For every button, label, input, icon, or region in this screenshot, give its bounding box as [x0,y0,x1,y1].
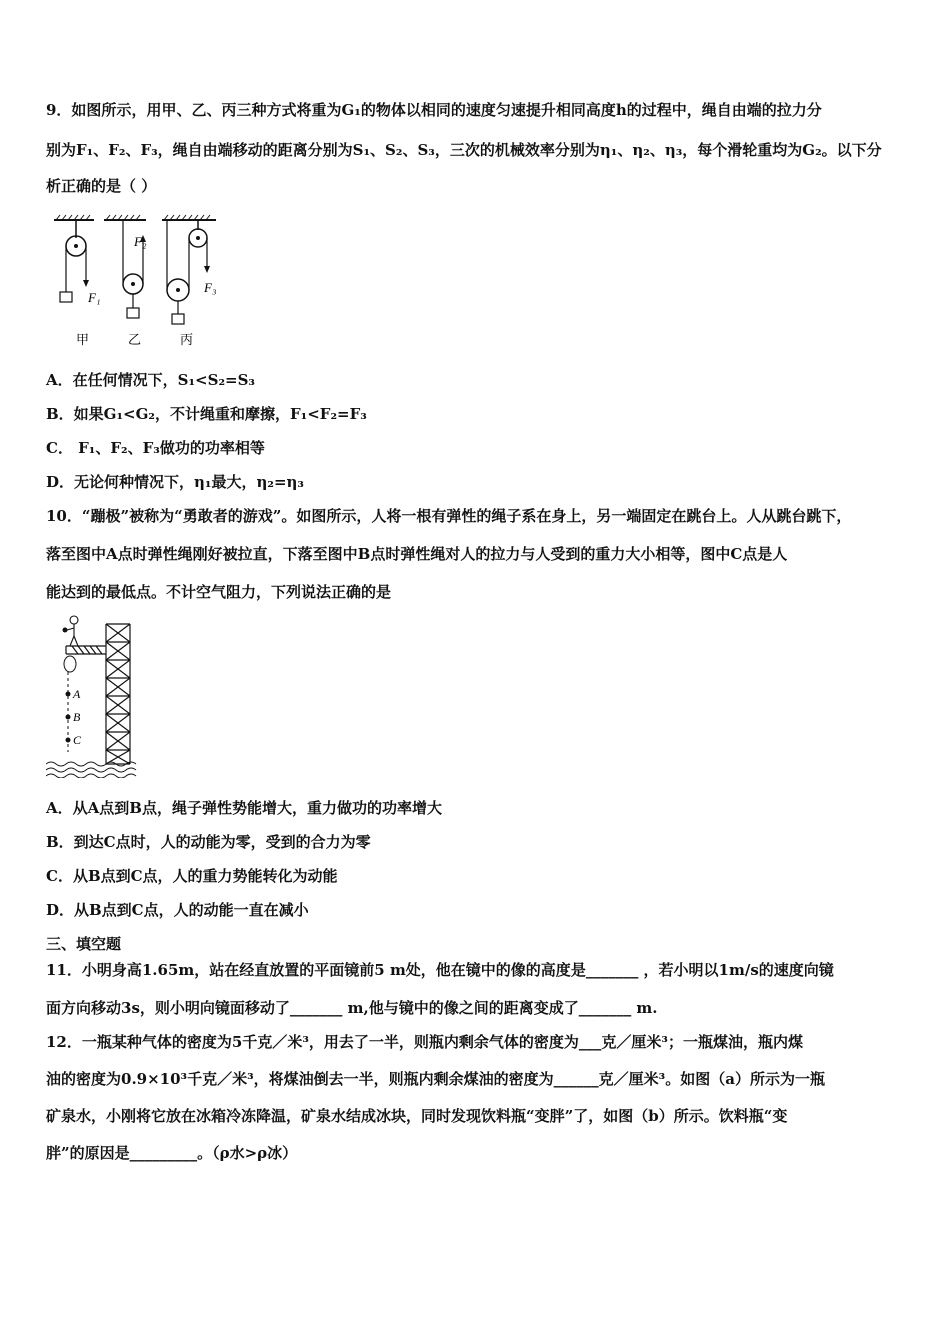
q10-option-a: A．从A点到B点，绳子弹性势能增大，重力做功的功率增大 [46,799,442,817]
q11-line-2: 面方向移动3s，则小明向镜面移动了_______ m,他与镜中的像之间的距离变成了_______ m. [46,999,658,1017]
q10-line-3: 能达到的最低点。不计空气阻力，下列说法正确的是 [46,583,392,601]
q10-option-b: B．到达C点时，人的动能为零，受到的合力为零 [46,833,371,851]
label-b: B [73,710,81,724]
label-f1: F₁ [88,290,101,305]
q12-line-3: 矿泉水，小刚将它放在冰箱冷冻降温，矿泉水结成冰块，同时发现饮料瓶“变胖”了，如图（b）所示。饮料瓶“变 [46,1107,788,1125]
pulley-yi [104,215,146,318]
q10-line-2: 落至图中A点时弹性绳刚好被拉直，下落至图中B点时弹性绳对人的拉力与人受到的重力大小相等，图中C点是人 [46,545,788,563]
q9-line-2: 别为F₁、F₂、F₃，绳自由端移动的距离分别为S₁、S₂、S₃，三次的机械效率分别为η₁、η₂、η₃，每个滑轮重均为G₂。以下分 [46,141,882,159]
pulley-figure [46,212,236,352]
jumper [67,616,78,646]
label-jia: 甲 [76,333,90,348]
q10-option-d: D．从B点到C点，人的动能一直在减小 [46,901,309,919]
bungee-diagram [46,612,138,778]
pulley-diagram [46,212,236,352]
q10-option-c: C．从B点到C点，人的重力势能转化为动能 [46,867,338,885]
label-f3: F₃ [204,280,217,295]
label-a: A [73,687,81,701]
q9-option-d: D．无论何种情况下，η₁最大，η₂=η₃ [46,473,305,491]
q9-line-1: 9．如图所示，用甲、乙、丙三种方式将重为G₁的物体以相同的速度匀速提升相同高度h的过程中，绳自由端的拉力分 [46,101,822,119]
q12-line-4: 胖”的原因是_________。（ρ水>ρ冰） [46,1144,298,1162]
label-bing: 丙 [180,333,194,348]
q12-line-2: 油的密度为0.9×10³千克／米³，将煤油倒去一半，则瓶内剩余煤油的密度为______克／厘米³。如图（a）所示为一瓶 [46,1070,825,1088]
point-c [66,738,71,743]
q9-option-b: B．如果G₁<G₂，不计绳重和摩擦，F₁<F₂=F₃ [46,405,367,423]
person-hand [63,628,68,633]
label-yi: 乙 [128,333,142,348]
q11-line-1: 11．小明身高1.65m，站在经直放置的平面镜前5 m处，他在镜中的像的高度是_______ ，若小明以1m/s的速度向镜 [46,961,834,979]
q9-line-3: 析正确的是（ ） [46,177,157,195]
label-f2: F₂ [134,234,147,249]
q12-line-1: 12．一瓶某种气体的密度为5千克／米³，用去了一半，则瓶内剩余气体的密度为___克／厘米³；一瓶煤油，瓶内煤 [46,1033,803,1051]
point-a [66,692,71,697]
label-c: C [73,733,82,747]
q9-option-c: C． F₁、F₂、F₃做功的功率相等 [46,439,265,457]
bungee-figure [46,612,138,778]
point-b [66,715,71,720]
section-3-title: 三、填空题 [46,935,122,953]
pulley-jia [54,215,94,302]
q10-line-1: 10．“蹦极”被称为“勇敢者的游戏”。如图所示，人将一根有弹性的绳子系在身上，另一端固定在跳台上。人从跳台跳下， [46,507,852,525]
pulley-bing [162,215,216,324]
bungee-cord [64,656,76,672]
q9-option-a: A．在任何情况下，S₁<S₂=S₃ [46,371,255,389]
